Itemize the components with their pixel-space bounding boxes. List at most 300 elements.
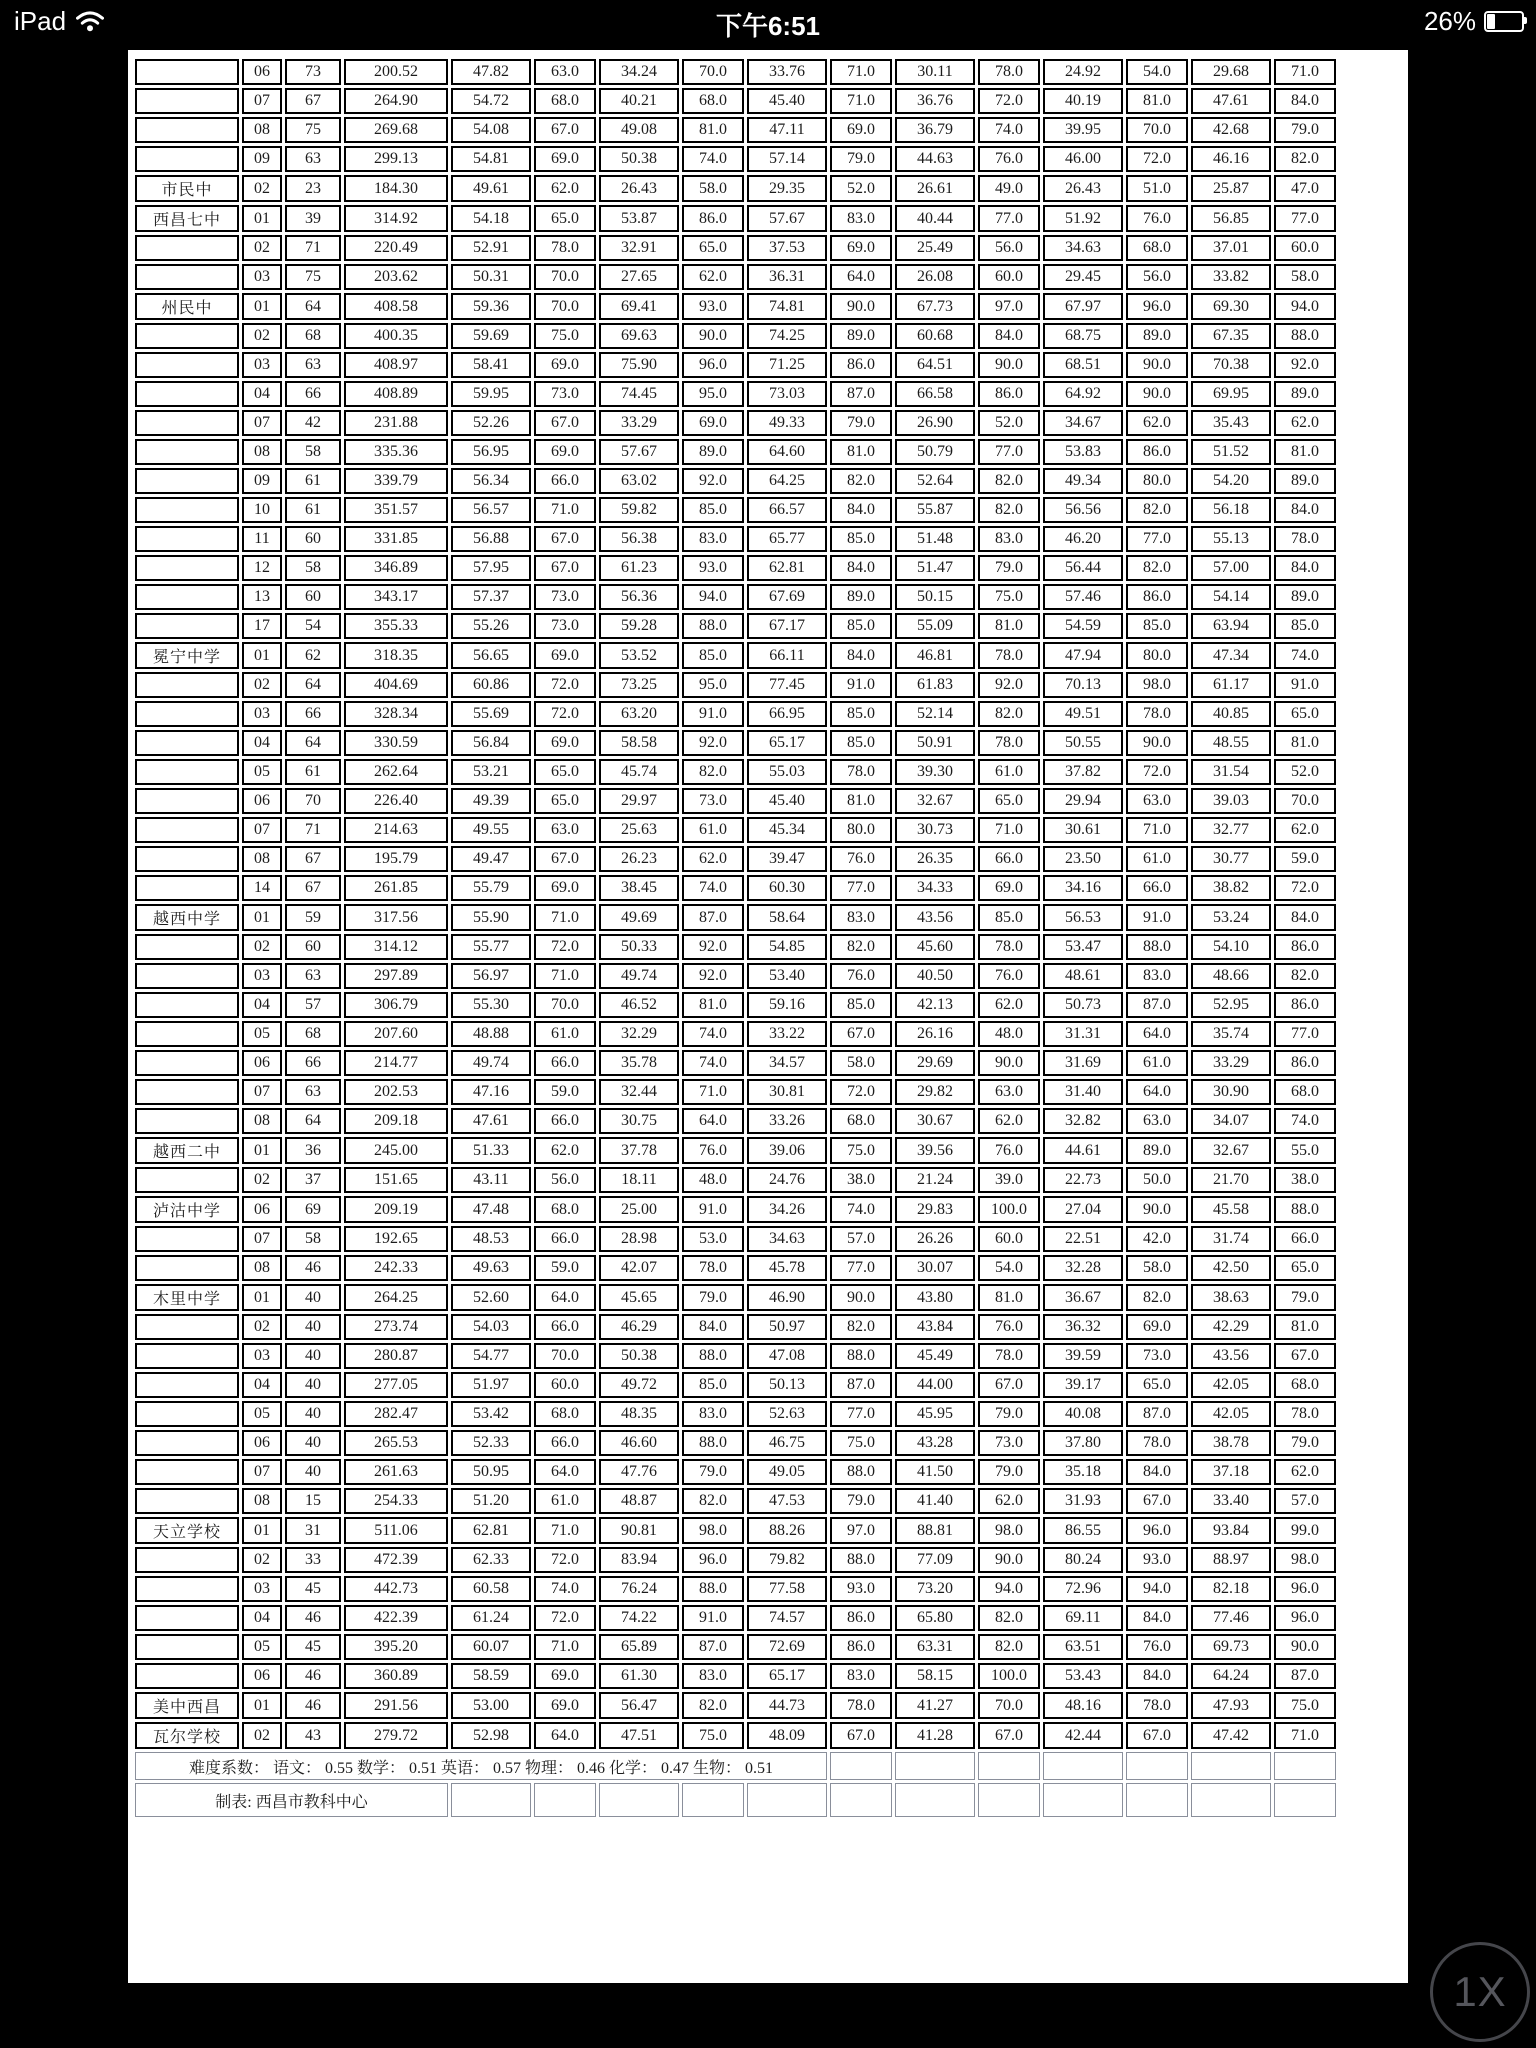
table-row	[135, 1196, 1336, 1223]
value-cell: 67	[285, 88, 341, 114]
value-cell: 47.76	[599, 1459, 679, 1485]
value-cell: 62.0	[1274, 410, 1336, 436]
value-cell: 46	[285, 1605, 341, 1631]
value-cell: 54.18	[451, 205, 531, 232]
value-cell: 82.0	[978, 1634, 1040, 1660]
empty-cell	[1274, 1752, 1336, 1780]
table-row	[135, 1021, 1336, 1047]
empty-cell	[895, 1783, 975, 1817]
value-cell: 72.0	[534, 1547, 596, 1573]
document-page[interactable]	[128, 50, 1408, 1983]
value-cell: 49.39	[451, 788, 531, 814]
value-cell: 69.0	[1126, 1314, 1188, 1340]
school-cell	[135, 1343, 239, 1369]
table-row	[135, 1108, 1336, 1134]
value-cell: 23.50	[1043, 846, 1123, 872]
value-cell: 54.03	[451, 1314, 531, 1340]
value-cell: 33.76	[747, 59, 827, 85]
value-cell: 67.97	[1043, 293, 1123, 320]
table-row	[135, 875, 1336, 901]
value-cell: 88.0	[682, 1343, 744, 1369]
value-cell: 01	[242, 1517, 282, 1544]
value-cell: 67.35	[1191, 323, 1271, 349]
viewer-zoom-button[interactable]: 1X	[1430, 1942, 1530, 2042]
value-cell: 78.0	[978, 642, 1040, 669]
value-cell: 58	[285, 439, 341, 465]
value-cell: 79.0	[682, 1459, 744, 1485]
value-cell: 37.80	[1043, 1430, 1123, 1456]
value-cell: 02	[242, 672, 282, 698]
value-cell: 22.73	[1043, 1167, 1123, 1193]
value-cell: 78.0	[682, 1255, 744, 1281]
value-cell: 06	[242, 1196, 282, 1223]
value-cell: 83.0	[830, 1663, 892, 1689]
status-bar	[0, 0, 1536, 42]
value-cell: 88.81	[895, 1517, 975, 1544]
school-cell	[135, 934, 239, 960]
school-cell	[135, 1663, 239, 1689]
value-cell: 26.23	[599, 846, 679, 872]
value-cell: 58.15	[895, 1663, 975, 1689]
value-cell: 69.63	[599, 323, 679, 349]
school-cell	[135, 584, 239, 610]
value-cell: 90.0	[978, 352, 1040, 378]
value-cell: 88.0	[682, 1576, 744, 1602]
value-cell: 98.0	[1274, 1547, 1336, 1573]
value-cell: 89.0	[1274, 381, 1336, 407]
empty-cell	[830, 1783, 892, 1817]
value-cell: 57.67	[599, 439, 679, 465]
value-cell: 40.19	[1043, 88, 1123, 114]
empty-cell	[747, 1783, 827, 1817]
value-cell: 53.21	[451, 759, 531, 785]
value-cell: 209.18	[344, 1108, 448, 1134]
value-cell: 70	[285, 788, 341, 814]
value-cell: 56.0	[978, 235, 1040, 261]
value-cell: 355.33	[344, 613, 448, 639]
value-cell: 35.78	[599, 1050, 679, 1076]
value-cell: 277.05	[344, 1372, 448, 1398]
value-cell: 68.0	[1274, 1372, 1336, 1398]
value-cell: 40	[285, 1284, 341, 1311]
value-cell: 74.0	[978, 117, 1040, 143]
value-cell: 82.0	[830, 934, 892, 960]
empty-cell	[1043, 1783, 1123, 1817]
value-cell: 40.50	[895, 963, 975, 989]
value-cell: 61.83	[895, 672, 975, 698]
value-cell: 33.29	[1191, 1050, 1271, 1076]
school-cell	[135, 235, 239, 261]
school-cell	[135, 381, 239, 407]
value-cell: 77.0	[978, 205, 1040, 232]
school-cell: 州民中	[135, 293, 239, 320]
value-cell: 82.0	[1274, 146, 1336, 172]
value-cell: 54.10	[1191, 934, 1271, 960]
empty-cell	[895, 1752, 975, 1780]
value-cell: 67.0	[978, 1372, 1040, 1398]
value-cell: 395.20	[344, 1634, 448, 1660]
table-row	[135, 846, 1336, 872]
value-cell: 262.64	[344, 759, 448, 785]
value-cell: 53.52	[599, 642, 679, 669]
value-cell: 66	[285, 381, 341, 407]
value-cell: 82.0	[830, 1314, 892, 1340]
value-cell: 82.18	[1191, 1576, 1271, 1602]
value-cell: 78.0	[1274, 1401, 1336, 1427]
value-cell: 46.29	[599, 1314, 679, 1340]
value-cell: 93.0	[830, 1576, 892, 1602]
value-cell: 04	[242, 730, 282, 756]
value-cell: 55.90	[451, 904, 531, 931]
value-cell: 34.24	[599, 59, 679, 85]
value-cell: 34.26	[747, 1196, 827, 1223]
value-cell: 07	[242, 1079, 282, 1105]
value-cell: 86.0	[1126, 439, 1188, 465]
value-cell: 66.11	[747, 642, 827, 669]
value-cell: 82.0	[1126, 497, 1188, 523]
value-cell: 61	[285, 759, 341, 785]
school-cell	[135, 701, 239, 727]
school-cell	[135, 323, 239, 349]
value-cell: 37	[285, 1167, 341, 1193]
value-cell: 73.0	[534, 584, 596, 610]
value-cell: 62.0	[1274, 1459, 1336, 1485]
table-row	[135, 1167, 1336, 1193]
value-cell: 85.0	[830, 992, 892, 1018]
value-cell: 78.0	[978, 59, 1040, 85]
value-cell: 45.60	[895, 934, 975, 960]
value-cell: 58.41	[451, 352, 531, 378]
value-cell: 38.0	[830, 1167, 892, 1193]
value-cell: 47.11	[747, 117, 827, 143]
value-cell: 63.0	[978, 1079, 1040, 1105]
value-cell: 75.0	[1274, 1692, 1336, 1719]
value-cell: 81.0	[682, 992, 744, 1018]
value-cell: 78.0	[534, 235, 596, 261]
school-cell	[135, 439, 239, 465]
value-cell: 45.34	[747, 817, 827, 843]
value-cell: 45.40	[747, 88, 827, 114]
value-cell: 69.0	[534, 352, 596, 378]
value-cell: 53.87	[599, 205, 679, 232]
value-cell: 72.0	[534, 672, 596, 698]
table-row	[135, 468, 1336, 494]
value-cell: 88.0	[830, 1547, 892, 1573]
value-cell: 56.85	[1191, 205, 1271, 232]
value-cell: 66.0	[1274, 1226, 1336, 1252]
value-cell: 55.09	[895, 613, 975, 639]
value-cell: 65.0	[978, 788, 1040, 814]
value-cell: 62.0	[978, 1488, 1040, 1514]
value-cell: 39.17	[1043, 1372, 1123, 1398]
value-cell: 90.0	[978, 1050, 1040, 1076]
value-cell: 81.0	[978, 1284, 1040, 1311]
value-cell: 67.0	[1274, 1343, 1336, 1369]
value-cell: 69.0	[534, 875, 596, 901]
value-cell: 306.79	[344, 992, 448, 1018]
table-row	[135, 352, 1336, 378]
value-cell: 86.0	[830, 1634, 892, 1660]
value-cell: 59.0	[534, 1255, 596, 1281]
value-cell: 48.16	[1043, 1692, 1123, 1719]
value-cell: 49.72	[599, 1372, 679, 1398]
empty-cell	[1191, 1783, 1271, 1817]
value-cell: 08	[242, 439, 282, 465]
value-cell: 73.03	[747, 381, 827, 407]
value-cell: 70.0	[534, 1343, 596, 1369]
value-cell: 63.94	[1191, 613, 1271, 639]
value-cell: 92.0	[682, 468, 744, 494]
value-cell: 71.0	[534, 904, 596, 931]
value-cell: 97.0	[830, 1517, 892, 1544]
table-row	[135, 381, 1336, 407]
value-cell: 02	[242, 235, 282, 261]
value-cell: 82.0	[978, 1605, 1040, 1631]
value-cell: 83.0	[1126, 963, 1188, 989]
value-cell: 282.47	[344, 1401, 448, 1427]
value-cell: 261.85	[344, 875, 448, 901]
value-cell: 32.67	[895, 788, 975, 814]
value-cell: 70.0	[682, 59, 744, 85]
value-cell: 42.13	[895, 992, 975, 1018]
value-cell: 79.0	[978, 555, 1040, 581]
value-cell: 95.0	[682, 672, 744, 698]
value-cell: 55.26	[451, 613, 531, 639]
value-cell: 43.56	[895, 904, 975, 931]
value-cell: 36.31	[747, 264, 827, 290]
value-cell: 60.0	[978, 1226, 1040, 1252]
value-cell: 52.0	[1274, 759, 1336, 785]
value-cell: 52.26	[451, 410, 531, 436]
value-cell: 74.22	[599, 1605, 679, 1631]
value-cell: 55.0	[1274, 1137, 1336, 1164]
value-cell: 15	[285, 1488, 341, 1514]
table-row	[135, 1488, 1336, 1514]
table-row	[135, 1663, 1336, 1689]
value-cell: 06	[242, 1663, 282, 1689]
value-cell: 59.16	[747, 992, 827, 1018]
value-cell: 09	[242, 468, 282, 494]
value-cell: 14	[242, 875, 282, 901]
value-cell: 47.61	[1191, 88, 1271, 114]
value-cell: 78.0	[830, 1692, 892, 1719]
value-cell: 84.0	[1274, 904, 1336, 931]
value-cell: 87.0	[830, 381, 892, 407]
value-cell: 65.0	[682, 235, 744, 261]
value-cell: 64.0	[830, 264, 892, 290]
school-cell	[135, 759, 239, 785]
value-cell: 49.63	[451, 1255, 531, 1281]
value-cell: 84.0	[1126, 1605, 1188, 1631]
value-cell: 314.12	[344, 934, 448, 960]
value-cell: 90.0	[1126, 730, 1188, 756]
value-cell: 31.31	[1043, 1021, 1123, 1047]
table-row	[135, 1459, 1336, 1485]
value-cell: 52.60	[451, 1284, 531, 1311]
value-cell: 56.97	[451, 963, 531, 989]
value-cell: 46.20	[1043, 526, 1123, 552]
table-row	[135, 1722, 1336, 1749]
value-cell: 52.64	[895, 468, 975, 494]
value-cell: 71.0	[1126, 817, 1188, 843]
school-cell	[135, 613, 239, 639]
value-cell: 79.0	[830, 1488, 892, 1514]
value-cell: 69.41	[599, 293, 679, 320]
value-cell: 26.61	[895, 175, 975, 202]
school-cell: 西昌七中	[135, 205, 239, 232]
school-cell	[135, 1167, 239, 1193]
value-cell: 10	[242, 497, 282, 523]
value-cell: 87.0	[682, 1634, 744, 1660]
value-cell: 78.0	[1126, 1692, 1188, 1719]
value-cell: 56.47	[599, 1692, 679, 1719]
value-cell: 66	[285, 1050, 341, 1076]
value-cell: 56.0	[534, 1167, 596, 1193]
value-cell: 74.0	[682, 146, 744, 172]
value-cell: 47.08	[747, 1343, 827, 1369]
value-cell: 39.30	[895, 759, 975, 785]
score-table	[132, 56, 1339, 1820]
value-cell: 59.69	[451, 323, 531, 349]
value-cell: 56.36	[599, 584, 679, 610]
device-label: iPad	[14, 6, 67, 36]
value-cell: 65.80	[895, 1605, 975, 1631]
value-cell: 242.33	[344, 1255, 448, 1281]
value-cell: 01	[242, 1692, 282, 1719]
school-cell	[135, 497, 239, 523]
value-cell: 90.0	[682, 323, 744, 349]
value-cell: 52.98	[451, 1722, 531, 1749]
value-cell: 72.0	[978, 88, 1040, 114]
value-cell: 67.0	[534, 846, 596, 872]
value-cell: 48.66	[1191, 963, 1271, 989]
value-cell: 23	[285, 175, 341, 202]
value-cell: 08	[242, 846, 282, 872]
value-cell: 45.58	[1191, 1196, 1271, 1223]
value-cell: 72.0	[1126, 759, 1188, 785]
value-cell: 86.0	[978, 381, 1040, 407]
value-cell: 60	[285, 526, 341, 552]
value-cell: 29.82	[895, 1079, 975, 1105]
value-cell: 40	[285, 1343, 341, 1369]
value-cell: 41.40	[895, 1488, 975, 1514]
value-cell: 195.79	[344, 846, 448, 872]
value-cell: 48.35	[599, 1401, 679, 1427]
value-cell: 54.85	[747, 934, 827, 960]
value-cell: 56.44	[1043, 555, 1123, 581]
value-cell: 03	[242, 963, 282, 989]
value-cell: 78.0	[830, 759, 892, 785]
value-cell: 75.90	[599, 352, 679, 378]
value-cell: 76.0	[978, 1137, 1040, 1164]
value-cell: 92.0	[1274, 352, 1336, 378]
value-cell: 50.15	[895, 584, 975, 610]
value-cell: 31.74	[1191, 1226, 1271, 1252]
value-cell: 01	[242, 1137, 282, 1164]
value-cell: 52.0	[830, 175, 892, 202]
school-cell: 泸沽中学	[135, 1196, 239, 1223]
value-cell: 84.0	[1126, 1459, 1188, 1485]
value-cell: 33.82	[1191, 264, 1271, 290]
battery-percent: 26%	[1423, 6, 1476, 36]
value-cell: 96.0	[1274, 1576, 1336, 1602]
value-cell: 39.0	[978, 1167, 1040, 1193]
value-cell: 68.0	[534, 1401, 596, 1427]
value-cell: 67.0	[830, 1021, 892, 1047]
value-cell: 39	[285, 205, 341, 232]
value-cell: 261.63	[344, 1459, 448, 1485]
value-cell: 226.40	[344, 788, 448, 814]
value-cell: 79.82	[747, 1547, 827, 1573]
value-cell: 02	[242, 323, 282, 349]
value-cell: 47.94	[1043, 642, 1123, 669]
table-row	[135, 934, 1336, 960]
value-cell: 48.53	[451, 1226, 531, 1252]
value-cell: 86.0	[830, 1605, 892, 1631]
value-cell: 61.0	[682, 817, 744, 843]
value-cell: 64	[285, 730, 341, 756]
value-cell: 08	[242, 117, 282, 143]
value-cell: 69.0	[534, 642, 596, 669]
value-cell: 96.0	[1274, 1605, 1336, 1631]
value-cell: 01	[242, 205, 282, 232]
value-cell: 89.0	[830, 584, 892, 610]
value-cell: 38.82	[1191, 875, 1271, 901]
value-cell: 53.42	[451, 1401, 531, 1427]
table-row	[135, 1226, 1336, 1252]
value-cell: 59.36	[451, 293, 531, 320]
value-cell: 67.0	[1126, 1722, 1188, 1749]
table-row	[135, 701, 1336, 727]
value-cell: 90.81	[599, 1517, 679, 1544]
value-cell: 472.39	[344, 1547, 448, 1573]
value-cell: 39.03	[1191, 788, 1271, 814]
value-cell: 60	[285, 934, 341, 960]
value-cell: 55.30	[451, 992, 531, 1018]
value-cell: 49.69	[599, 904, 679, 931]
value-cell: 42	[285, 410, 341, 436]
empty-cell	[978, 1752, 1040, 1780]
value-cell: 69.0	[534, 1692, 596, 1719]
value-cell: 70.13	[1043, 672, 1123, 698]
value-cell: 33	[285, 1547, 341, 1573]
value-cell: 45.74	[599, 759, 679, 785]
value-cell: 40	[285, 1401, 341, 1427]
value-cell: 30.77	[1191, 846, 1271, 872]
value-cell: 66.95	[747, 701, 827, 727]
value-cell: 71.0	[978, 817, 1040, 843]
value-cell: 88.0	[1274, 323, 1336, 349]
value-cell: 37.78	[599, 1137, 679, 1164]
value-cell: 72.69	[747, 1634, 827, 1660]
value-cell: 73	[285, 59, 341, 85]
value-cell: 67.0	[534, 117, 596, 143]
value-cell: 76.0	[978, 146, 1040, 172]
value-cell: 203.62	[344, 264, 448, 290]
value-cell: 89.0	[1274, 584, 1336, 610]
prepared-by-text: 制表: 西昌市教科中心	[135, 1783, 448, 1817]
value-cell: 81.0	[830, 788, 892, 814]
value-cell: 03	[242, 352, 282, 378]
value-cell: 44.61	[1043, 1137, 1123, 1164]
value-cell: 43.56	[1191, 1343, 1271, 1369]
value-cell: 69.0	[830, 235, 892, 261]
value-cell: 37.01	[1191, 235, 1271, 261]
value-cell: 33.22	[747, 1021, 827, 1047]
school-cell	[135, 555, 239, 581]
value-cell: 06	[242, 788, 282, 814]
value-cell: 69.0	[534, 439, 596, 465]
